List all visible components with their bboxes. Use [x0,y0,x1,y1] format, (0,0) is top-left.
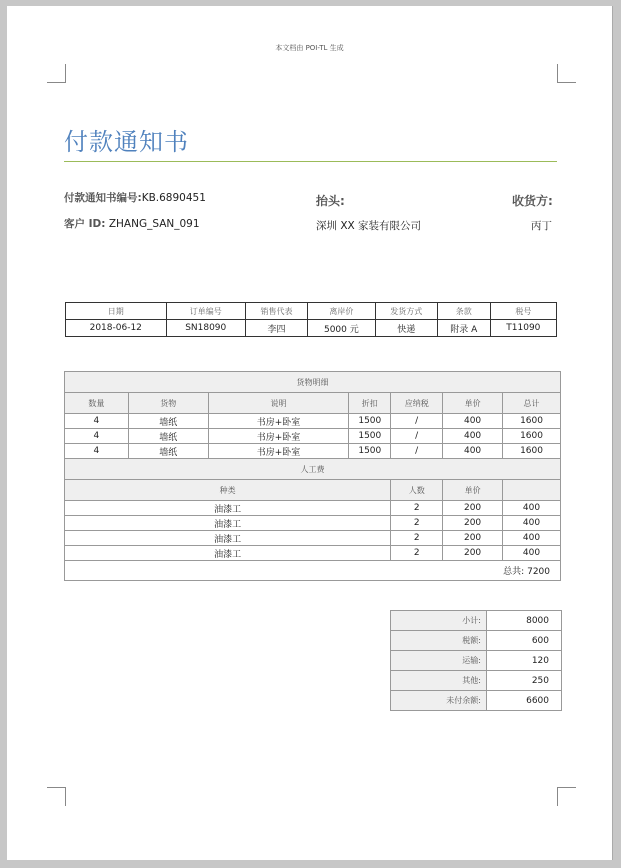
goods-cell: 书房+卧室 [208,444,349,459]
summary-label: 未付余额: [391,691,487,711]
goods-cell: 1500 [349,429,391,444]
goods-cell: 4 [65,429,129,444]
labor-total-row [65,561,561,581]
goods-row [65,429,561,444]
summary-table [390,610,562,711]
notice-number-value: KB.6890451 [141,192,206,204]
goods-cell: 400 [443,414,503,429]
goods-cell: 墙纸 [128,429,208,444]
labor-row [65,516,561,531]
goods-cell: / [391,414,443,429]
goods-header-cell: 总计 [503,393,561,414]
labor-header-cell [503,480,561,501]
labor-cell: 油漆工 [65,501,391,516]
labor-header-cell: 单价 [443,480,503,501]
labor-row [65,531,561,546]
summary-label: 其他: [391,671,487,691]
order-cell: 快递 [375,320,437,337]
goods-cell: 1600 [503,444,561,459]
title-divider [64,161,557,162]
labor-cell: 400 [503,501,561,516]
order-cell: 附录 A [437,320,490,337]
order-header-cell: 日期 [66,303,167,320]
goods-cell: / [391,444,443,459]
goods-cell: 4 [65,414,129,429]
goods-header-cell: 折扣 [349,393,391,414]
order-cell: SN18090 [166,320,245,337]
labor-total-value: 7200 [527,567,550,577]
summary-row [391,651,562,671]
order-cell: 2018-06-12 [66,320,167,337]
summary-label: 运输: [391,651,487,671]
labor-cell: 200 [443,531,503,546]
order-cell: T11090 [490,320,556,337]
labor-header-row [65,480,561,501]
summary-value: 8000 [487,611,562,631]
order-table [65,302,557,337]
labor-header-cell: 种类 [65,480,391,501]
goods-section-title: 货物明细 [65,372,561,393]
customer-id-label: 客户 ID: [64,218,106,230]
labor-total-label: 总共: [503,567,525,577]
labor-cell: 2 [391,531,443,546]
summary-label: 小计: [391,611,487,631]
taitou-label: 抬头: [316,194,345,208]
goods-cell: 书房+卧室 [208,429,349,444]
labor-cell: 油漆工 [65,516,391,531]
labor-row [65,546,561,561]
document-page [7,6,613,860]
taitou-value: 深圳 XX 家装有限公司 [316,220,422,232]
receiver-value: 丙丁 [531,220,552,232]
summary-label: 税额: [391,631,487,651]
order-header-row [66,303,557,320]
receiver-label: 收货方: [512,194,553,208]
labor-cell: 2 [391,501,443,516]
goods-cell: 400 [443,429,503,444]
goods-cell: / [391,429,443,444]
order-header-cell: 条款 [437,303,490,320]
goods-row [65,414,561,429]
summary-row [391,611,562,631]
summary-value: 6600 [487,691,562,711]
labor-cell: 油漆工 [65,546,391,561]
labor-cell: 2 [391,516,443,531]
summary-row [391,671,562,691]
labor-cell: 400 [503,546,561,561]
goods-cell: 1500 [349,444,391,459]
labor-cell: 200 [443,516,503,531]
labor-section-title: 人工费 [65,459,561,480]
goods-row [65,444,561,459]
order-header-cell: 销售代表 [245,303,307,320]
crop-mark-bottom-right [557,787,576,806]
goods-header-cell: 数量 [65,393,129,414]
goods-cell: 1500 [349,414,391,429]
summary-row [391,691,562,711]
goods-cell: 墙纸 [128,444,208,459]
goods-header-cell: 单价 [443,393,503,414]
crop-mark-top-left [47,64,66,83]
labor-cell: 200 [443,546,503,561]
crop-mark-bottom-left [47,787,66,806]
order-cell: 李四 [245,320,307,337]
goods-header-cell: 说明 [208,393,349,414]
labor-cell: 400 [503,516,561,531]
customer-id [64,216,200,231]
goods-cell: 400 [443,444,503,459]
customer-id-value: ZHANG_SAN_091 [108,218,200,230]
labor-total-cell [65,561,561,581]
goods-header-cell: 货物 [128,393,208,414]
order-header-cell: 订单编号 [166,303,245,320]
order-header-cell: 离岸价 [308,303,375,320]
summary-row [391,631,562,651]
order-row [66,320,557,337]
header-note: 本文档由 POI-TL 生成 [275,44,344,52]
document-title: 付款通知书 [64,128,189,156]
goods-cell: 书房+卧室 [208,414,349,429]
summary-value: 250 [487,671,562,691]
labor-header-cell: 人数 [391,480,443,501]
labor-cell: 400 [503,531,561,546]
goods-cell: 墙纸 [128,414,208,429]
goods-cell: 4 [65,444,129,459]
crop-mark-top-right [557,64,576,83]
goods-header-row [65,393,561,414]
summary-value: 600 [487,631,562,651]
order-cell: 5000 元 [308,320,375,337]
notice-number-label: 付款通知书编号: [64,192,142,204]
goods-cell: 1600 [503,414,561,429]
order-header-cell: 税号 [490,303,556,320]
order-header-cell: 发货方式 [375,303,437,320]
labor-row [65,501,561,516]
labor-cell: 2 [391,546,443,561]
notice-number [64,190,206,205]
goods-labor-table [64,371,561,581]
summary-value: 120 [487,651,562,671]
goods-cell: 1600 [503,429,561,444]
goods-header-cell: 应纳税 [391,393,443,414]
labor-cell: 油漆工 [65,531,391,546]
labor-cell: 200 [443,501,503,516]
